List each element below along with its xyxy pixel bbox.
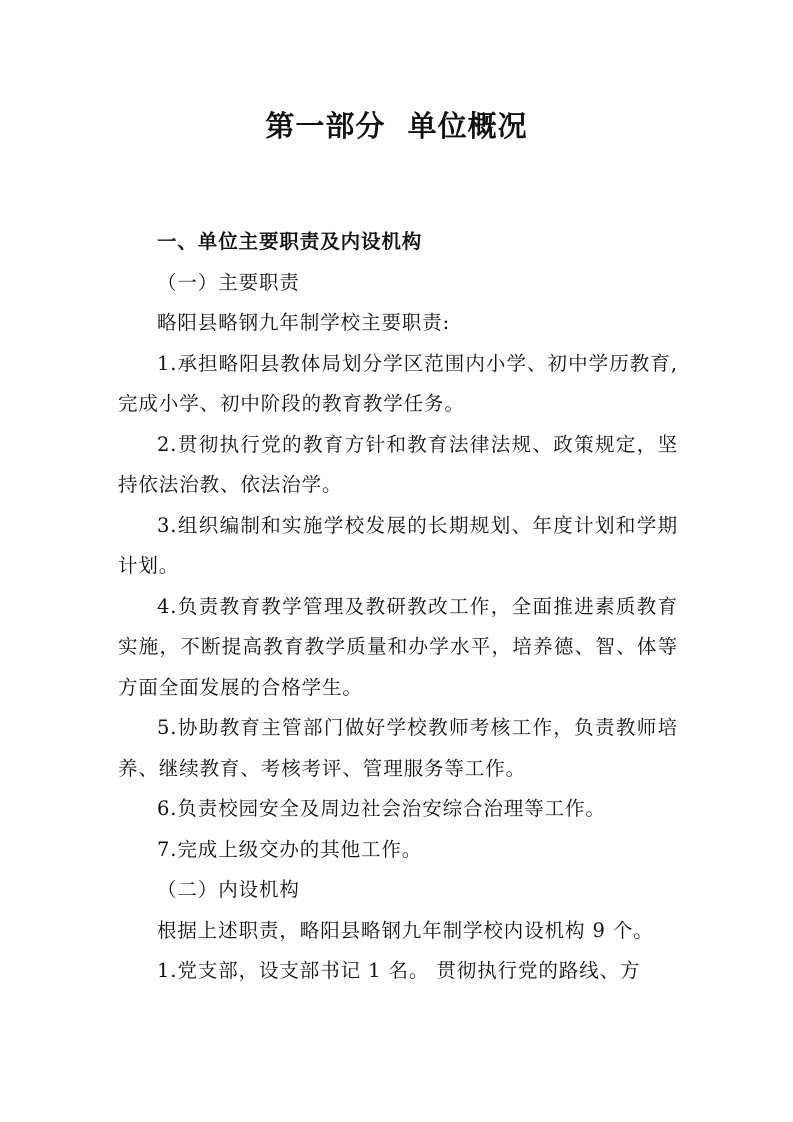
duty-item: 6.负责校园安全及周边社会治安综合治理等工作。 (157, 797, 606, 820)
subsection-heading-organization: （二）内设机构 (157, 878, 300, 901)
duty-item: 3.组织编制和实施学校发展的长期规划、年度计划和学期计划。 (118, 513, 678, 577)
subsection-heading-duties: （一）主要职责 (157, 270, 300, 294)
duty-item: 1.承担略阳县教体局划分学区范围内小学、初中学历教育,完成小学、初中阶段的教育教学任务。 (118, 351, 678, 415)
duty-item: 5.协助教育主管部门做好学校教师考核工作，负责教师培养、继续教育、考核考评、管理服务等工作。 (118, 716, 678, 780)
page-title: 第一部分 单位概况 (265, 109, 528, 143)
duty-item: 7.完成上级交办的其他工作。 (157, 837, 423, 861)
section-heading: 一、单位主要职责及内设机构 (157, 230, 423, 253)
duties-intro: 略阳县略钢九年制学校主要职责: (157, 311, 451, 334)
document-body (118, 222, 678, 992)
duty-item: 2.贯彻执行党的教育方针和教育法律法规、政策规定，坚持依法治教、依法治学。 (118, 432, 678, 496)
duty-item: 4.负责教育教学管理及教研教改工作，全面推进素质教育实施，不断提高教育教学质量和办学水平，培养德、智、体等方面全面发展的合格学生。 (118, 594, 678, 699)
organization-intro: 根据上述职责，略阳县略钢九年制学校内设机构 9 个。 (157, 918, 654, 942)
organization-item: 1.党支部，设支部书记 1 名。 贯彻执行党的路线、方 (157, 959, 641, 982)
